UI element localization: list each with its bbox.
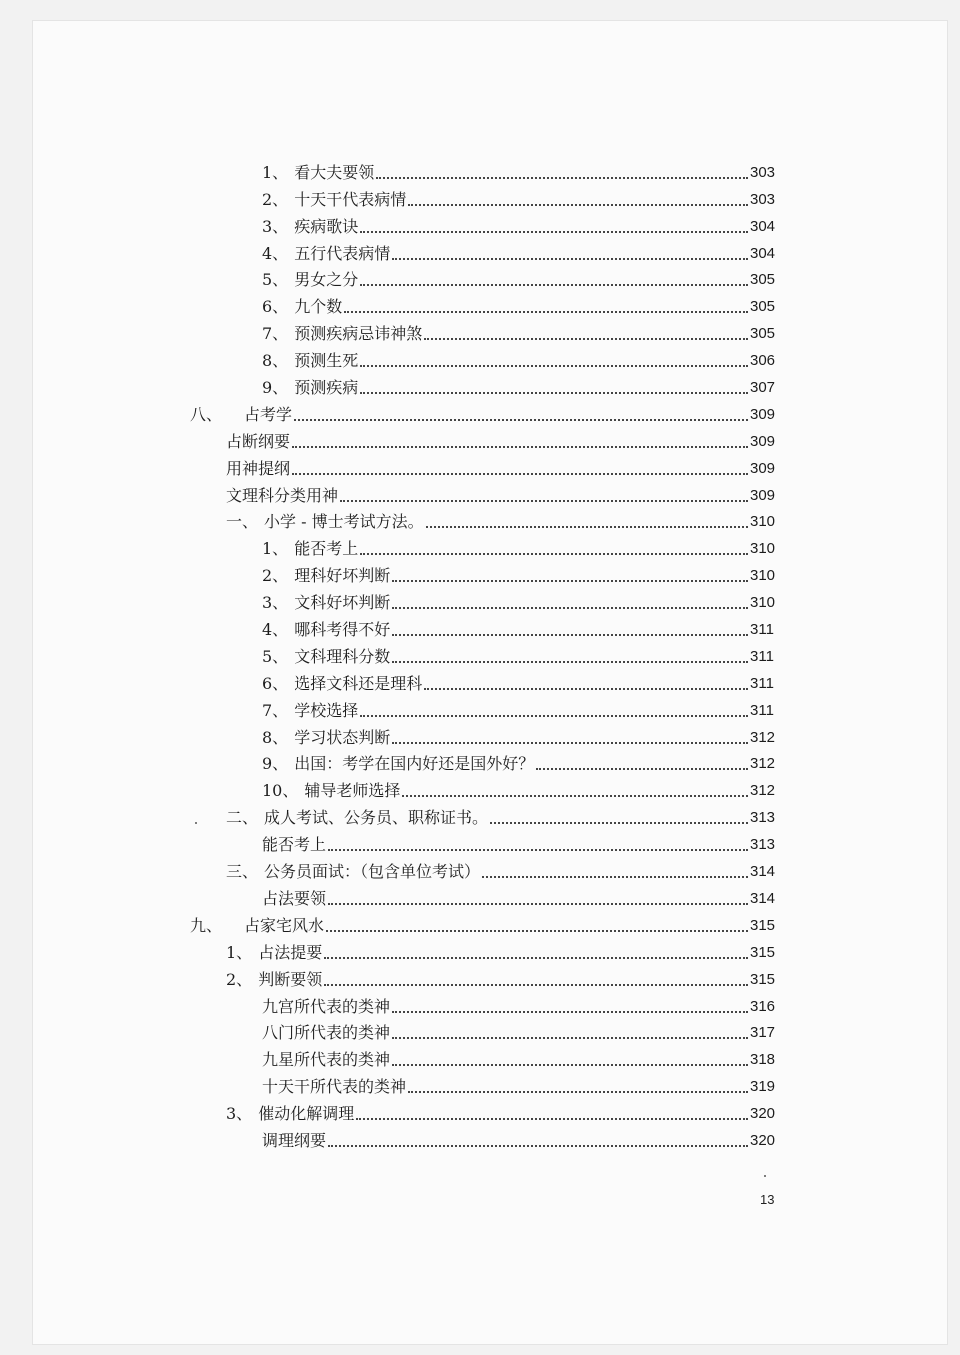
toc-entry-page: 310 <box>750 567 776 585</box>
toc-entry-page: 303 <box>750 190 776 208</box>
toc-entry-title: 占法提要 <box>258 942 323 962</box>
toc-entry-number: 7、 <box>262 700 289 720</box>
toc-entry <box>0 452 960 479</box>
toc-entry-title: 调理纲要 <box>262 1130 327 1150</box>
dot-leader <box>392 258 748 260</box>
toc-entry-page: 309 <box>750 459 776 477</box>
toc-entry-line <box>226 808 782 828</box>
toc-entry <box>0 855 960 882</box>
toc-entry <box>0 290 960 317</box>
toc-entry-number: 三、 <box>226 862 259 882</box>
dot-leader <box>360 392 748 394</box>
toc-entry-line <box>226 432 782 452</box>
toc-entry <box>0 398 960 425</box>
toc-entry-title: 选择文科还是理科 <box>294 673 423 693</box>
toc-entry-page: 306 <box>750 352 776 370</box>
dot-leader <box>360 365 748 367</box>
toc-entry-line <box>262 378 782 398</box>
toc-entry-number: 二、 <box>226 808 259 828</box>
toc-entry-line <box>262 351 782 371</box>
table-of-contents <box>0 156 960 1151</box>
toc-entry-page: 312 <box>750 755 776 773</box>
dot-leader <box>424 688 748 690</box>
toc-entry-line <box>226 486 782 506</box>
toc-entry-number: 一、 <box>226 512 259 532</box>
toc-entry <box>0 586 960 613</box>
toc-entry-title: 文科理科分数 <box>294 646 391 666</box>
dot-leader <box>426 526 748 528</box>
dot-leader <box>324 984 748 986</box>
toc-entry-line <box>226 459 782 479</box>
dot-leader <box>392 1037 748 1039</box>
toc-entry-page: 318 <box>750 1051 776 1069</box>
toc-entry-line <box>226 862 782 882</box>
toc-entry-number: 九、 <box>190 915 223 935</box>
toc-entry-title: 占家宅风水 <box>244 915 325 935</box>
toc-entry-line <box>262 163 782 183</box>
dot-leader <box>402 795 748 797</box>
toc-entry-number: 3、 <box>262 216 289 236</box>
toc-entry-line <box>262 781 782 801</box>
toc-entry-line <box>226 1104 782 1124</box>
toc-entry-title: 公务员面试：（包含单位考试） <box>264 862 481 882</box>
dot-leader <box>408 1091 748 1093</box>
toc-entry-title: 男女之分 <box>294 270 359 290</box>
toc-entry-title: 文理科分类用神 <box>226 485 339 505</box>
toc-entry-page: 320 <box>750 1105 776 1123</box>
toc-entry-page: 310 <box>750 513 776 531</box>
toc-entry <box>0 532 960 559</box>
scan-speck <box>195 822 197 824</box>
toc-entry-line <box>190 916 782 936</box>
page-number: 13 <box>760 1192 775 1207</box>
toc-entry-line <box>262 566 782 586</box>
toc-entry-page: 314 <box>750 863 776 881</box>
toc-entry <box>0 721 960 748</box>
dot-leader <box>356 1118 748 1120</box>
dot-leader <box>392 661 748 663</box>
toc-entry-number: 5、 <box>262 270 289 290</box>
toc-entry-page: 311 <box>750 621 774 639</box>
toc-entry-number: 3、 <box>226 1104 253 1124</box>
dot-leader <box>482 876 748 878</box>
dot-leader <box>536 768 748 770</box>
toc-entry-page: 313 <box>750 809 776 827</box>
dot-leader <box>360 284 748 286</box>
toc-entry-line <box>190 405 782 425</box>
toc-entry <box>0 156 960 183</box>
toc-entry-title: 预测生死 <box>294 351 359 371</box>
scan-speck <box>764 1175 766 1177</box>
dot-leader <box>392 1064 748 1066</box>
toc-entry-number: 5、 <box>262 646 289 666</box>
toc-entry <box>0 425 960 452</box>
dot-leader <box>360 231 748 233</box>
toc-entry-page: 307 <box>750 379 776 397</box>
toc-entry-title: 预测疾病忌讳神煞 <box>294 324 423 344</box>
dot-leader <box>392 1011 748 1013</box>
toc-entry-line <box>262 270 782 290</box>
toc-entry-page: 305 <box>750 298 776 316</box>
toc-entry-title: 八门所代表的类神 <box>262 1023 391 1043</box>
dot-leader <box>392 634 748 636</box>
toc-entry-title: 疾病歌诀 <box>294 216 359 236</box>
toc-entry-page: 309 <box>750 405 776 423</box>
toc-entry-page: 310 <box>750 594 776 612</box>
toc-entry-number: 7、 <box>262 324 289 344</box>
toc-entry-title: 占法要领 <box>262 888 327 908</box>
toc-entry-page: 319 <box>750 1078 776 1096</box>
toc-entry <box>0 183 960 210</box>
toc-entry-title: 学校选择 <box>294 700 359 720</box>
toc-entry-page: 309 <box>750 486 776 504</box>
toc-entry-line <box>262 835 782 855</box>
toc-entry <box>0 990 960 1017</box>
toc-entry-line <box>262 297 782 317</box>
toc-entry <box>0 317 960 344</box>
toc-entry-line <box>262 728 782 748</box>
toc-entry-number: 1、 <box>262 162 289 182</box>
toc-entry <box>0 774 960 801</box>
toc-entry-title: 理科好坏判断 <box>294 566 391 586</box>
toc-entry <box>0 344 960 371</box>
toc-entry-title: 能否考上 <box>262 835 327 855</box>
dot-leader <box>294 419 748 421</box>
toc-entry-number: 3、 <box>262 593 289 613</box>
dot-leader <box>360 553 748 555</box>
toc-entry-title: 十天干代表病情 <box>294 189 407 209</box>
toc-entry-line <box>262 324 782 344</box>
toc-entry-number: 八、 <box>190 404 223 424</box>
toc-entry <box>0 210 960 237</box>
toc-entry <box>0 1124 960 1151</box>
toc-entry-page: 315 <box>750 970 776 988</box>
toc-entry-title: 辅导老师选择 <box>304 781 401 801</box>
toc-entry-page: 314 <box>750 889 776 907</box>
toc-entry-line <box>262 620 782 640</box>
dot-leader <box>326 930 748 932</box>
dot-leader <box>490 822 748 824</box>
toc-entry-title: 占考学 <box>244 404 293 424</box>
toc-entry-line <box>262 997 782 1017</box>
toc-entry-title: 判断要领 <box>258 969 323 989</box>
toc-entry-line <box>262 190 782 210</box>
toc-entry-page: 315 <box>750 943 776 961</box>
toc-entry <box>0 936 960 963</box>
toc-entry-page: 305 <box>750 271 776 289</box>
toc-entry-title: 九个数 <box>294 297 343 317</box>
toc-entry <box>0 748 960 775</box>
toc-entry-line <box>262 1131 782 1151</box>
dot-leader <box>324 957 748 959</box>
toc-entry-page: 313 <box>750 836 776 854</box>
dot-leader <box>360 715 748 717</box>
toc-entry-title: 催动化解调理 <box>258 1104 355 1124</box>
toc-entry <box>0 1017 960 1044</box>
toc-entry-number: 4、 <box>262 620 289 640</box>
dot-leader <box>392 742 748 744</box>
toc-entry-line <box>262 593 782 613</box>
toc-entry-title: 能否考上 <box>294 539 359 559</box>
toc-entry-line <box>262 1077 782 1097</box>
toc-entry <box>0 828 960 855</box>
toc-entry-number: 6、 <box>262 673 289 693</box>
dot-leader <box>344 311 748 313</box>
toc-entry-title: 十天干所代表的类神 <box>262 1077 407 1097</box>
toc-entry <box>0 559 960 586</box>
toc-entry-page: 310 <box>750 540 776 558</box>
toc-entry-title: 占断纲要 <box>226 431 291 451</box>
toc-entry-title: 用神提纲 <box>226 458 291 478</box>
toc-entry-title: 九星所代表的类神 <box>262 1050 391 1070</box>
toc-entry-number: 4、 <box>262 243 289 263</box>
toc-entry-number: 9、 <box>262 754 289 774</box>
toc-entry <box>0 1097 960 1124</box>
dot-leader <box>340 500 748 502</box>
dot-leader <box>408 204 748 206</box>
toc-entry-title: 看大夫要领 <box>294 162 375 182</box>
toc-entry-page: 312 <box>750 782 776 800</box>
toc-entry <box>0 479 960 506</box>
toc-entry-line <box>262 754 782 774</box>
dot-leader <box>292 446 748 448</box>
toc-entry-number: 2、 <box>262 189 289 209</box>
toc-entry-line <box>262 217 782 237</box>
toc-entry-page: 309 <box>750 432 776 450</box>
toc-entry <box>0 694 960 721</box>
toc-entry <box>0 237 960 264</box>
toc-entry <box>0 264 960 291</box>
toc-entry-page: 320 <box>750 1131 776 1149</box>
toc-entry-line <box>262 539 782 559</box>
dot-leader <box>328 1145 748 1147</box>
toc-entry-number: 1、 <box>226 942 253 962</box>
toc-entry-number: 2、 <box>226 969 253 989</box>
toc-entry-line <box>262 701 782 721</box>
toc-entry-line <box>262 674 782 694</box>
toc-entry-title: 出国：考学在国内好还是国外好？ <box>294 754 535 774</box>
toc-entry-line <box>262 889 782 909</box>
dot-leader <box>392 580 748 582</box>
toc-entry-page: 311 <box>750 674 774 692</box>
dot-leader <box>328 849 748 851</box>
toc-entry <box>0 801 960 828</box>
toc-entry-number: 1、 <box>262 539 289 559</box>
dot-leader <box>392 607 748 609</box>
toc-entry-title: 文科好坏判断 <box>294 593 391 613</box>
toc-entry-title: 五行代表病情 <box>294 243 391 263</box>
toc-entry <box>0 1070 960 1097</box>
toc-entry <box>0 909 960 936</box>
toc-entry <box>0 640 960 667</box>
toc-entry-page: 312 <box>750 728 776 746</box>
toc-entry-line <box>262 1050 782 1070</box>
toc-entry-number: 10、 <box>262 781 299 801</box>
toc-entry-line <box>226 512 782 532</box>
toc-entry <box>0 882 960 909</box>
toc-entry-page: 316 <box>750 997 776 1015</box>
toc-entry-page: 311 <box>750 701 774 719</box>
toc-entry <box>0 963 960 990</box>
toc-entry-number: 9、 <box>262 378 289 398</box>
toc-entry-page: 304 <box>750 244 776 262</box>
toc-entry-page: 311 <box>750 647 774 665</box>
toc-entry <box>0 667 960 694</box>
toc-entry <box>0 506 960 533</box>
toc-entry-line <box>226 970 782 990</box>
toc-entry-line <box>262 244 782 264</box>
toc-entry-title: 成人考试、公务员、职称证书。 <box>264 808 489 828</box>
toc-entry-page: 303 <box>750 163 776 181</box>
toc-entry-number: 2、 <box>262 566 289 586</box>
toc-entry-number: 8、 <box>262 351 289 371</box>
dot-leader <box>328 903 748 905</box>
toc-entry-title: 九宫所代表的类神 <box>262 996 391 1016</box>
toc-entry <box>0 613 960 640</box>
toc-entry-number: 6、 <box>262 297 289 317</box>
dot-leader <box>292 473 748 475</box>
toc-entry-title: 小学 - 博士考试方法。 <box>264 512 424 532</box>
toc-entry <box>0 1043 960 1070</box>
toc-entry-page: 305 <box>750 325 776 343</box>
toc-entry-title: 哪科考得不好 <box>294 620 391 640</box>
dot-leader <box>424 338 748 340</box>
toc-entry-line <box>262 1023 782 1043</box>
toc-entry-page: 315 <box>750 916 776 934</box>
toc-entry-title: 预测疾病 <box>294 378 359 398</box>
toc-entry-page: 304 <box>750 217 776 235</box>
toc-entry <box>0 371 960 398</box>
toc-entry-title: 学习状态判断 <box>294 727 391 747</box>
toc-entry-line <box>262 647 782 667</box>
toc-entry-number: 8、 <box>262 727 289 747</box>
toc-entry-page: 317 <box>750 1024 776 1042</box>
toc-entry-line <box>226 943 782 963</box>
dot-leader <box>376 177 748 179</box>
